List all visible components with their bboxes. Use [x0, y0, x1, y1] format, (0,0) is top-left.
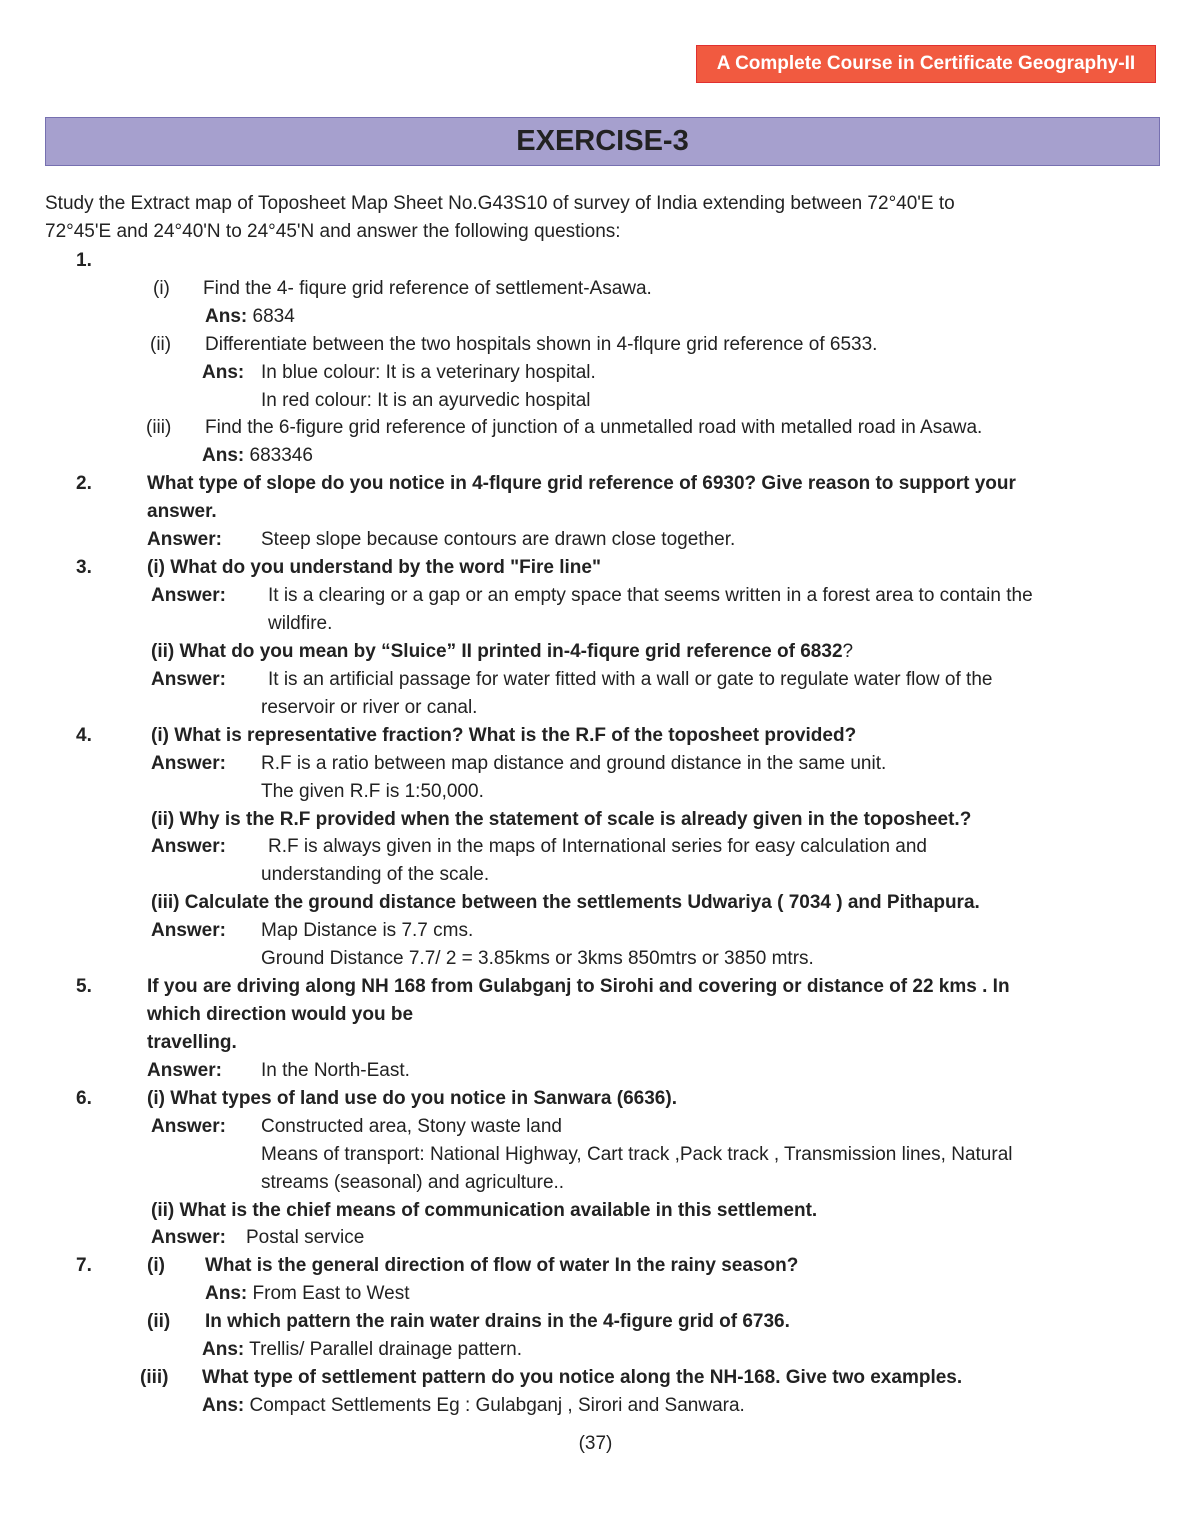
answer-text: It is a clearing or a gap or an empty space that seems written in a forest area to contain the	[268, 585, 1033, 606]
answer-label: Ans:	[202, 1339, 245, 1360]
answer-label: Answer:	[147, 1060, 222, 1081]
answer-text: Postal service	[246, 1227, 365, 1248]
question-text: Find the 4- fiqure grid reference of settlement-Asawa.	[203, 278, 652, 299]
answer-text: Constructed area, Stony waste land	[261, 1116, 563, 1137]
answer-label: Answer:	[151, 1227, 226, 1248]
question-text: (ii) Why is the R.F provided when the statement of scale is already given in the toposheet.?	[151, 809, 972, 830]
book-title-banner: A Complete Course in Certificate Geography-II	[696, 45, 1156, 83]
answer-label: Answer:	[151, 836, 226, 857]
page-number: (37)	[578, 1433, 613, 1454]
answer-text: reservoir or river or canal.	[261, 697, 478, 718]
answer	[202, 1339, 522, 1361]
question-number: 4.	[76, 725, 92, 746]
question-text: (iii) Calculate the ground distance between the settlements Udwariya ( 7034 ) and Pithapura.	[151, 892, 980, 913]
answer-text: In the North-East.	[261, 1060, 410, 1081]
answer-text: Means of transport: National Highway, Cart track ,Pack track , Transmission lines, Natural	[261, 1144, 1013, 1165]
intro-line: 72°45'E and 24°40'N to 24°45'N and answer the following questions:	[45, 221, 621, 242]
question-text: In which pattern the rain water drains in the 4-figure grid of 6736.	[205, 1311, 790, 1332]
answer	[205, 306, 295, 328]
question-number: 6.	[76, 1088, 92, 1109]
answer-text: streams (seasonal) and agriculture..	[261, 1172, 565, 1193]
answer	[202, 445, 313, 467]
question-text: (i) What types of land use do you notice in Sanwara (6636).	[147, 1088, 677, 1109]
answer-text: Steep slope because contours are drawn close together.	[261, 529, 736, 550]
question-text: (i) What do you understand by the word "Fire line"	[147, 557, 601, 578]
answer-text: In blue colour: It is a veterinary hospital.	[261, 362, 596, 383]
answer-text: 683346	[244, 445, 313, 466]
answer-text: understanding of the scale.	[261, 864, 490, 885]
answer-text: Trellis/ Parallel drainage pattern.	[244, 1339, 522, 1360]
question-text: which direction would you be	[147, 1004, 414, 1025]
answer-text: Compact Settlements Eg : Gulabganj , Sirori and Sanwara.	[244, 1395, 745, 1416]
question-text: Find the 6-figure grid reference of junction of a unmetalled road with metalled road in Asawa.	[205, 417, 983, 438]
intro-line: Study the Extract map of Toposheet Map Sheet No.G43S10 of survey of India extending between 72°40'E to	[45, 193, 955, 214]
answer-label: Answer:	[147, 529, 222, 550]
answer	[205, 1283, 409, 1305]
answer-text: In red colour: It is an ayurvedic hospital	[261, 390, 591, 411]
subquestion-number: (ii)	[150, 334, 172, 355]
question-number: 1.	[76, 250, 92, 271]
answer-text: Ground Distance 7.7/ 2 = 3.85kms or 3kms 850mtrs or 3850 mtrs.	[261, 948, 814, 969]
answer-text: R.F is always given in the maps of International series for easy calculation and	[268, 836, 927, 857]
answer-label: Ans:	[202, 445, 245, 466]
subquestion-number: (iii)	[146, 417, 172, 438]
question-text: (i) What is representative fraction? What is the R.F of the toposheet provided?	[151, 725, 857, 746]
question-text: What type of slope do you notice in 4-flqure grid reference of 6930? Give reason to support your	[147, 473, 1016, 494]
question-number: 5.	[76, 976, 92, 997]
answer-text: 6834	[247, 306, 295, 327]
answer-label: Answer:	[151, 920, 226, 941]
question-text: What is the general direction of flow of water In the rainy season?	[205, 1255, 799, 1276]
answer-text: The given R.F is 1:50,000.	[261, 781, 484, 802]
question-text: Differentiate between the two hospitals shown in 4-flqure grid reference of 6533.	[205, 334, 878, 355]
answer-text: R.F is a ratio between map distance and ground distance in the same unit.	[261, 753, 887, 774]
exercise-title: EXERCISE-3	[45, 117, 1160, 166]
answer-label: Answer:	[151, 669, 226, 690]
answer	[202, 1395, 745, 1417]
question-text	[151, 641, 853, 663]
question-text-bold: (ii) What do you mean by “Sluice” II printed in-4-fiqure grid reference of 6832	[151, 641, 843, 662]
answer-label: Answer:	[151, 753, 226, 774]
subquestion-number: (i)	[147, 1255, 165, 1276]
answer-label: Ans:	[202, 1395, 245, 1416]
answer-text: It is an artificial passage for water fitted with a wall or gate to regulate water flow of the	[268, 669, 993, 690]
answer-label: Answer:	[151, 585, 226, 606]
question-number: 2.	[76, 473, 92, 494]
answer-text: wildfire.	[268, 613, 333, 634]
question-text: answer.	[147, 501, 217, 522]
question-text: If you are driving along NH 168 from Gulabganj to Sirohi and covering or distance of 22 kms . In	[147, 976, 1010, 997]
question-number: 7.	[76, 1255, 92, 1276]
answer-text: Map Distance is 7.7 cms.	[261, 920, 474, 941]
answer-text: From East to West	[247, 1283, 410, 1304]
question-text: What type of settlement pattern do you notice along the NH-168. Give two examples.	[202, 1367, 963, 1388]
answer-label: Ans:	[205, 1283, 248, 1304]
subquestion-number: (iii)	[140, 1367, 169, 1388]
answer-label: Answer:	[151, 1116, 226, 1137]
question-number: 3.	[76, 557, 92, 578]
answer-label: Ans:	[202, 362, 245, 383]
question-text: travelling.	[147, 1032, 237, 1053]
answer-label: Ans:	[205, 306, 248, 327]
question-mark: ?	[842, 641, 854, 662]
question-text: (ii) What is the chief means of communication available in this settlement.	[151, 1200, 818, 1221]
subquestion-number: (ii)	[147, 1311, 171, 1332]
subquestion-number: (i)	[153, 278, 170, 299]
